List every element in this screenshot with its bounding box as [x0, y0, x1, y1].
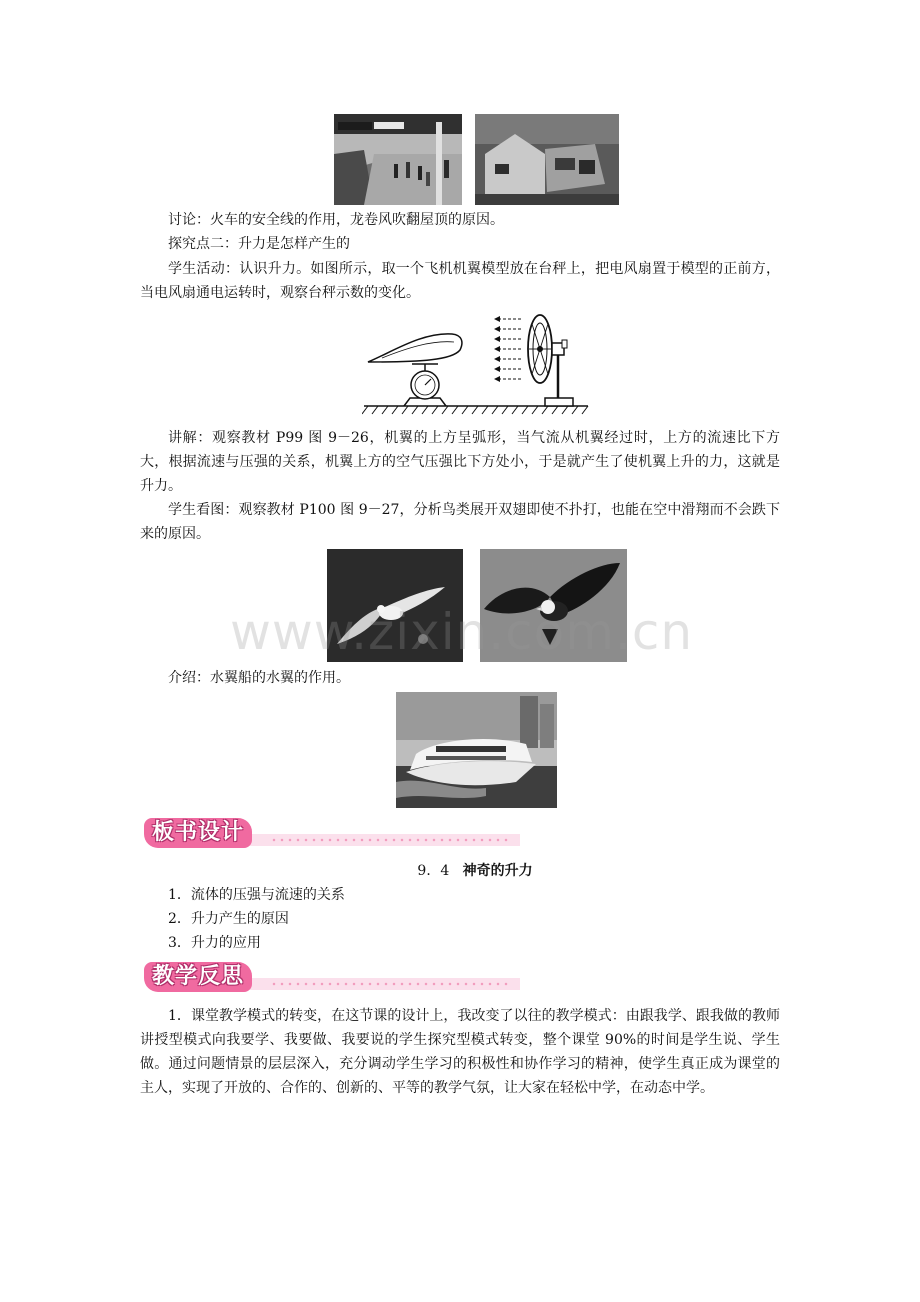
banner-dots — [270, 838, 510, 842]
board-title-text: 神奇的升力 — [462, 863, 533, 879]
board-item-2: 2．升力产生的原因 — [168, 911, 289, 927]
watermark: www.zixin.com.cn — [230, 603, 694, 661]
banner-dots — [270, 982, 510, 986]
reflection-label: 教学反思 — [144, 962, 252, 992]
board-item-1: 1．流体的压强与流速的关系 — [168, 887, 345, 903]
board-design-title — [140, 861, 810, 881]
board-title-number: 9．4 — [417, 863, 450, 879]
board-item-3: 3．升力的应用 — [168, 935, 261, 951]
student-view-text: 学生看图：观察教材 P100 图 9－27，分析鸟类展开双翅即使不扑打，也能在空中滑翔而不会跌下来的原因。 — [140, 502, 780, 542]
inquiry-point-heading: 探究点二：升力是怎样产生的 — [168, 236, 350, 252]
explanation-text: 讲解：观察教材 P99 图 9－26，机翼的上方呈弧形，当气流从机翼经过时，上方的流速比下方大，根据流速与压强的关系，机翼上方的空气压强比下方处小，于是就产生了使机翼上升的力，这就是升力。 — [140, 430, 780, 494]
hydrofoil-boat-photo — [396, 692, 557, 808]
train-station-photo — [334, 114, 462, 205]
student-activity-text: 学生活动：认识升力。如图所示，取一个飞机机翼模型放在台秤上，把电风扇置于模型的正前方，当电风扇通电运转时，观察台秤示数的变化。 — [140, 261, 780, 301]
reflection-text: 1．课堂教学模式的转变，在这节课的设计上，我改变了以往的教学模式：由跟我学、跟我做的教师讲授型模式向我要学、我要做、我要说的学生探究型模式转变，整个课堂 90%的时间是学生说、学生做。通过问题情景的层层深入，充分调动学生学习的积极性和协作学习的精神，使学生真正成为课堂的主人，实现了开放的、合作的、创新的、平等的教学气氛，让大家在轻松中学，在动态中学。 — [140, 1008, 780, 1096]
introduce-text: 介绍：水翼船的水翼的作用。 — [168, 670, 350, 686]
reflection-banner — [140, 962, 525, 996]
board-design-banner — [140, 818, 525, 852]
wing-scale-fan-diagram — [362, 312, 590, 416]
tornado-roof-photo — [475, 114, 619, 205]
discussion-text: 讨论：火车的安全线的作用，龙卷风吹翻屋顶的原因。 — [168, 212, 504, 228]
board-design-label: 板书设计 — [144, 818, 252, 848]
